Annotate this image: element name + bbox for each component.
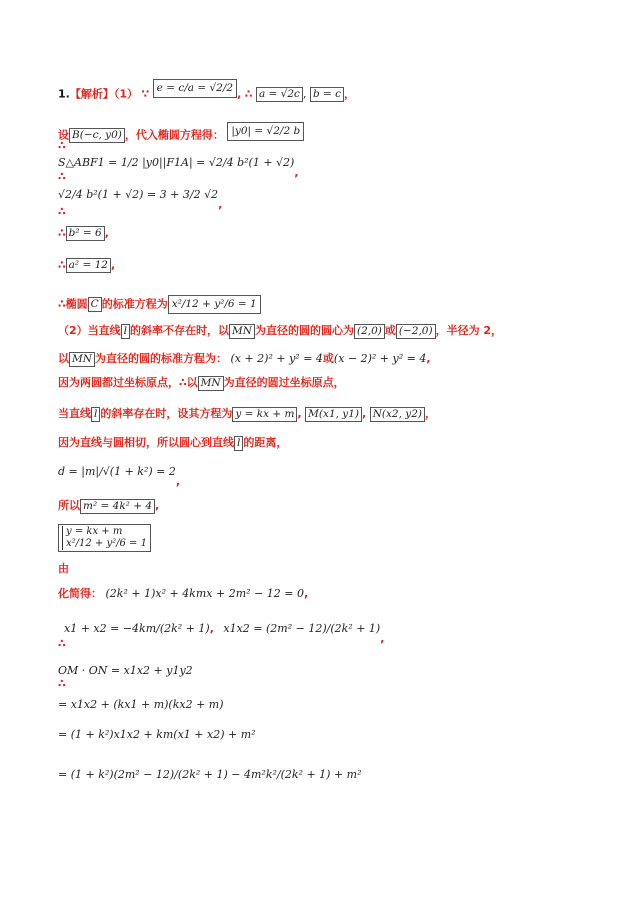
solution-line-18: [58, 664, 193, 677]
problem-number: 1.: [58, 87, 70, 101]
solution-line-19: [58, 698, 224, 711]
line-equation: y = kx + m: [232, 407, 297, 422]
or-text-2: 或: [322, 352, 334, 365]
analysis-tag: 【解析】: [69, 87, 114, 101]
dot-product-collect: = (1 + k²)x1x2 + km(x1 + x2) + m²: [58, 728, 256, 741]
with-text: 以: [58, 352, 69, 365]
or-text: 或: [384, 324, 396, 337]
dot-product-expand: = x1x2 + (kx1 + m)(kx2 + m): [58, 698, 224, 711]
because-symbol: ∵: [141, 87, 150, 101]
solution-line-3: S△ABF1 = 1/2 |y0||F1A| = √2/4 b²(1 + √2),: [58, 156, 299, 179]
from-text: 由: [58, 562, 69, 575]
dot-product-def: OM · ON = x1x2 + y1y2: [58, 664, 193, 677]
solution-line-16: 化简得： (2k² + 1)x² + 4kmx + 2m² − 12 = 0,: [58, 587, 309, 600]
eccentricity-formula: e = c/a = √2/2: [153, 79, 237, 98]
segment-MN-3: MN: [198, 376, 224, 391]
quadratic-equation: (2k² + 1)x² + 4kmx + 2m² − 12 = 0: [105, 587, 304, 600]
y0-value: |y0| = √2/2 b: [227, 122, 304, 141]
point-M: M(x1, y1): [305, 407, 362, 422]
simplify-text: 化简得：: [58, 587, 102, 600]
when-line-text: 当直线: [58, 407, 91, 420]
so-text: 所以: [58, 499, 80, 512]
distance-text: 的距离，: [243, 436, 288, 449]
solution-line-11: 当直线 l 的斜率存在时，设其方程为 y = kx + m , M(x1, y1) , N(x2, y2) ，: [58, 407, 436, 420]
m-squared-relation: m² = 4k² + 4: [80, 499, 155, 514]
ellipse-C: C: [88, 297, 102, 312]
solution-line-2: [58, 126, 304, 145]
from-label-row: [58, 560, 69, 576]
therefore-3: ∴: [58, 170, 66, 183]
solution-line-12: [58, 434, 287, 451]
system-eq-1: y = kx + m: [62, 526, 147, 538]
a-relation: a = √2c: [256, 87, 303, 102]
standard-eq-text: 的标准方程为: [101, 297, 168, 311]
solution-line-1: 1.【解析】（1） ∵ e = c/a = √2/2 , ∴ a = √2c , b = c ，: [58, 85, 355, 104]
solution-line-14: 所以 m² = 4k² + 4 ,: [58, 499, 160, 512]
therefore-17: ∴: [58, 637, 66, 650]
circle-eq-1: (x + 2)² + y² = 4: [230, 352, 323, 365]
solution-line-8: [58, 322, 502, 339]
solution-line-4: √2/4 b²(1 + √2) = 3 + 3/2 √2,: [58, 188, 223, 211]
dot-product-substitute: = (1 + k²)(2m² − 12)/(2k² + 1) − 4m²k²/(2k² + 1) + m²: [58, 768, 362, 781]
solution-line-10: [58, 374, 345, 391]
therefore-4: ∴: [58, 205, 66, 218]
segment-MN-2: MN: [69, 352, 95, 367]
ellipse-equation: x²/12 + y²/6 = 1: [168, 295, 261, 314]
set-text: 设: [58, 128, 69, 142]
both-circles-text: 因为两圆都过坐标原点，∴以: [58, 376, 198, 389]
a-squared: a² = 12: [66, 258, 111, 273]
solution-line-20: [58, 728, 256, 741]
part-1-label: （1）: [113, 87, 138, 101]
b-relation: b = c: [310, 87, 344, 102]
line-l-3: l: [234, 436, 243, 451]
substitute-text: ，代入椭圆方程得：: [124, 128, 224, 142]
equation-system: [58, 524, 151, 552]
part-2-text: （2）当直线: [58, 324, 121, 337]
slope-not-exist-text: 的斜率不存在时，以: [130, 324, 230, 337]
solution-line-15: [58, 524, 151, 552]
solution-line-9: 以 MN 为直径的圆的标准方程为： (x + 2)² + y² = 4或(x − 2)² + y² = 4,: [58, 352, 431, 365]
vieta-sum: x1 + x2 = −4km/(2k² + 1): [64, 622, 210, 635]
center-text: 为直径的圆的圆心为: [254, 324, 354, 337]
area-equation: √2/4 b²(1 + √2) = 3 + 3/2 √2: [58, 188, 219, 201]
passes-origin-text: 为直径的圆过坐标原点，: [223, 376, 345, 389]
therefore-2: ∴: [58, 139, 66, 152]
circle-eq-text: 为直径的圆的标准方程为：: [94, 352, 227, 365]
solution-line-21: [58, 768, 362, 781]
solution-line-5: ∴ b² = 6 ,: [58, 226, 109, 240]
b-squared: b² = 6: [66, 226, 105, 241]
system-eq-2: x²/12 + y²/6 = 1: [62, 538, 147, 550]
segment-MN: MN: [229, 324, 255, 339]
slope-exists-text: 的斜率存在时，设其方程为: [100, 407, 233, 420]
line-l: l: [121, 324, 130, 339]
radius-text: ，半径为 2，: [435, 324, 503, 337]
distance-formula: d = |m|/√(1 + k²) = 2: [58, 465, 176, 478]
line-l-2: l: [91, 407, 100, 422]
circle-eq-2: (x − 2)² + y² = 4: [333, 352, 427, 365]
area-formula: S△ABF1 = 1/2 |y0||F1A| = √2/4 b²(1 + √2): [58, 156, 295, 169]
ellipse-text: ∴椭圆: [58, 297, 88, 311]
solution-line-6: ∴ a² = 12 ,: [58, 258, 116, 272]
center-2: (−2,0): [396, 324, 436, 339]
solution-line-7: [58, 295, 261, 314]
therefore-symbol: ∴: [244, 87, 253, 101]
point-N: N(x2, y2): [370, 407, 425, 422]
point-B: B(−c, y0): [69, 128, 125, 143]
solution-line-13: d = |m|/√(1 + k²) = 2,: [58, 465, 181, 488]
solution-line-17: x1 + x2 = −4km/(2k² + 1), x1x2 = (2m² − 12)/(2k² + 1),: [64, 622, 385, 645]
center-1: (2,0): [354, 324, 385, 339]
vieta-product: x1x2 = (2m² − 12)/(2k² + 1): [223, 622, 381, 635]
tangent-text: 因为直线与圆相切，所以圆心到直线: [58, 436, 234, 449]
therefore-18: ∴: [58, 677, 66, 690]
